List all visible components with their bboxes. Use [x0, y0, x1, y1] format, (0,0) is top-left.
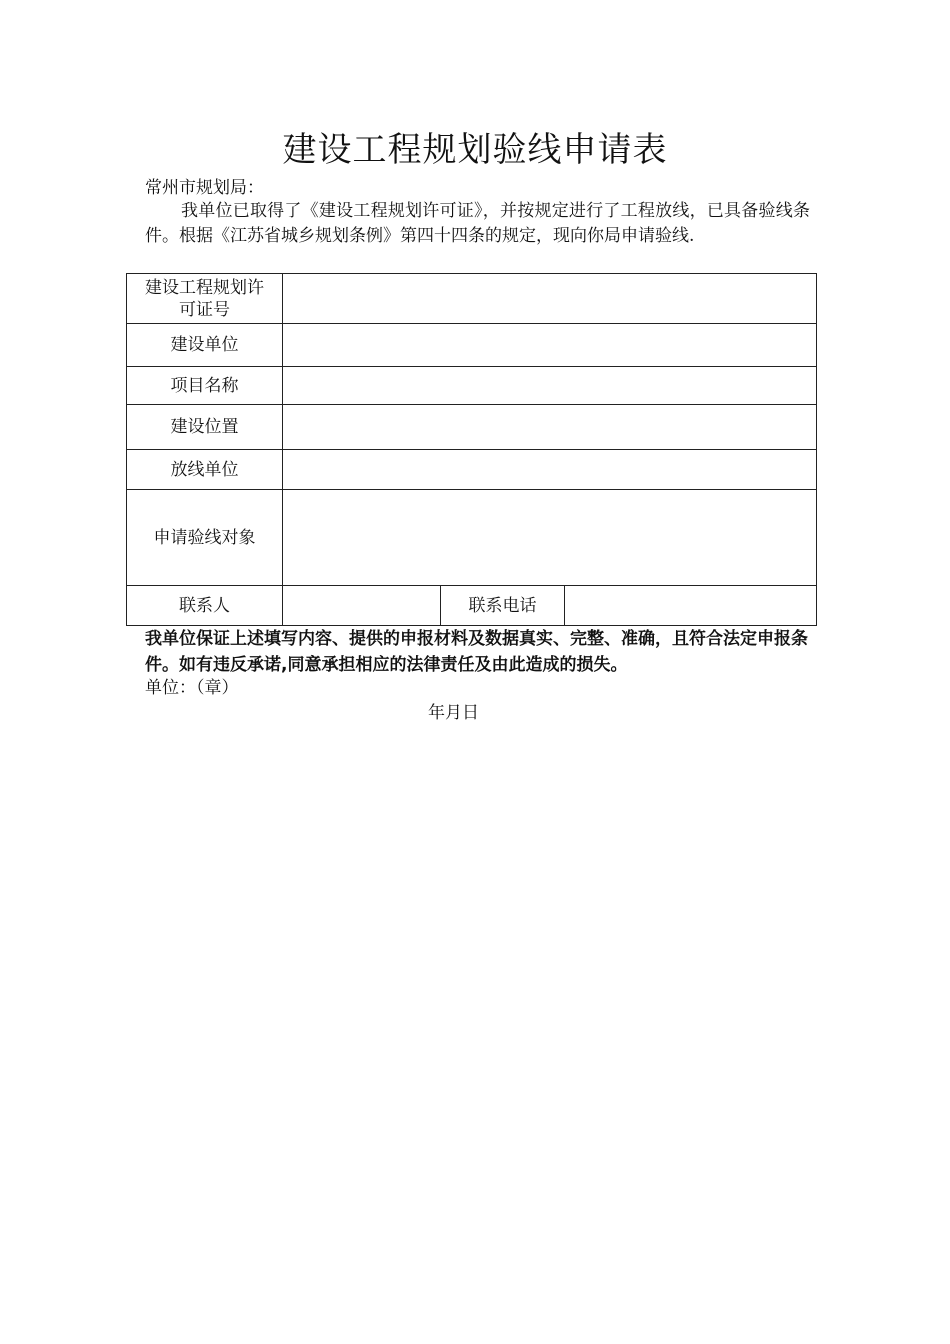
application-form-table [126, 273, 817, 626]
label-phone: 联系电话 [441, 586, 565, 626]
form-row-contact [127, 586, 817, 626]
form-row-project-name [127, 367, 817, 405]
label-inspection-object: 申请验线对象 [127, 490, 283, 586]
page-title: 建设工程规划验线申请表 [282, 130, 668, 170]
label-construction-unit: 建设单位 [127, 324, 283, 367]
field-permit-number[interactable] [283, 274, 817, 324]
label-location: 建设位置 [127, 405, 283, 450]
form-row-inspection-object [127, 490, 817, 586]
intro-paragraph: 我单位已取得了《建设工程规划许可证》，并按规定进行了工程放线，已具备验线条件。根据《江苏省城乡规划条例》第四十四条的规定，现向你局申请验线. [145, 201, 810, 246]
addressee: 常州市规划局： [145, 178, 264, 198]
date-line: 年月日 [428, 703, 479, 723]
label-contact: 联系人 [127, 586, 283, 626]
label-project-name: 项目名称 [127, 367, 283, 405]
field-inspection-object[interactable] [283, 490, 817, 586]
form-row-permit-number [127, 274, 817, 324]
form-row-location [127, 405, 817, 450]
form-row-construction-unit [127, 324, 817, 367]
label-permit-number: 建设工程规划许可证号 [127, 274, 283, 324]
unit-seal-line: 单位：（章） [145, 678, 239, 698]
field-construction-unit[interactable] [283, 324, 817, 367]
pledge-statement: 我单位保证上述填写内容、提供的申报材料及数据真实、完整、准确，且符合法定申报条件。如有违反承诺,同意承担相应的法律责任及由此造成的损失。 [145, 629, 808, 675]
form-row-layout-unit [127, 450, 817, 490]
field-contact[interactable] [283, 586, 441, 626]
label-layout-unit: 放线单位 [127, 450, 283, 490]
field-layout-unit[interactable] [283, 450, 817, 490]
field-location[interactable] [283, 405, 817, 450]
field-phone[interactable] [565, 586, 817, 626]
field-project-name[interactable] [283, 367, 817, 405]
